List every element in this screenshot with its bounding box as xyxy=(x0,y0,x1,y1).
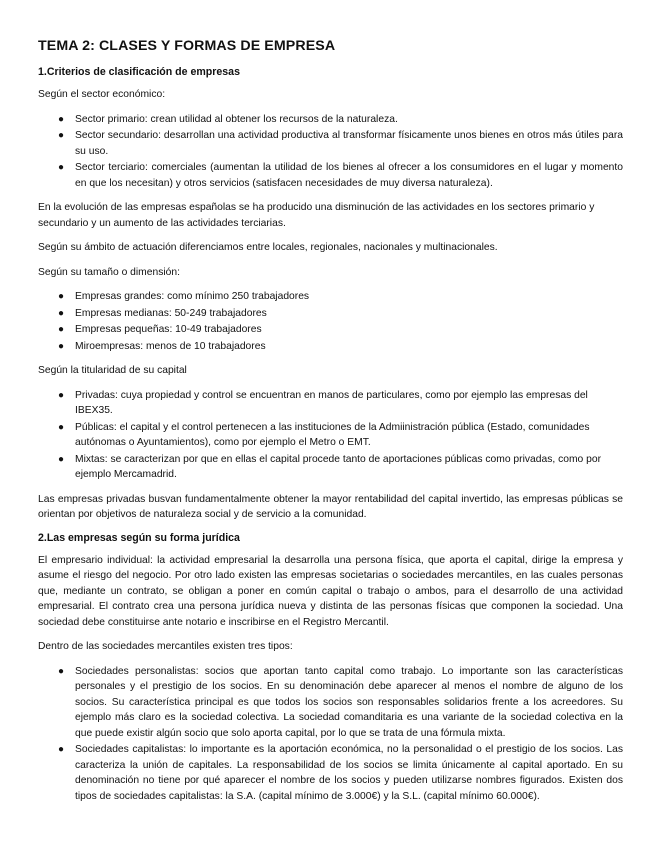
list-item: ● Sector primario: crean utilidad al obtener los recursos de la naturaleza. xyxy=(75,112,623,128)
bullet-icon: ● xyxy=(58,389,65,401)
list-item: ● Privadas: cuya propiedad y control se encuentran en manos de particulares, como por ejemplo las empresas del IBEX35. xyxy=(58,389,588,416)
list-item: ● Públicas: el capital y el control pertenecen a las instituciones de la Admiinistración pública (Estado, comunidades autónomas o Ayuntamientos), como por ejemplo el Metro o EMT. xyxy=(58,421,590,448)
company-types-list xyxy=(38,664,623,805)
list-item: ● Empresas medianas: 50-249 trabajadores xyxy=(75,306,623,322)
bullet-icon: ● xyxy=(58,340,65,352)
list-item: ● Sector secundario: desarrollan una actividad productiva al transformar físicamente unos bienes en otros más útiles para su uso. xyxy=(58,130,623,157)
list-item: ● Empresas grandes: como mínimo 250 trabajadores xyxy=(75,289,623,305)
scope-paragraph: Según su ámbito de actuación diferenciamos entre locales, regionales, nacionales y multinacionales. xyxy=(38,242,498,253)
bullet-icon: ● xyxy=(58,421,65,433)
ownership-intro: Según la titularidad de su capital xyxy=(38,365,187,376)
bullet-icon: ● xyxy=(58,665,65,677)
bullet-icon: ● xyxy=(58,291,65,302)
sector-list xyxy=(38,112,623,192)
types-intro: Dentro de las sociedades mercantiles existen tres tipos: xyxy=(38,641,293,652)
private-public-paragraph: Las empresas privadas busvan fundamentalmente obtener la mayor rentabilidad del capital invertido, las empresas públicas se orientan por objetivos de naturaleza social y de servicio a la comunidad. xyxy=(38,493,623,520)
size-intro: Según su tamaño o dimensión: xyxy=(38,266,180,278)
bullet-icon: ● xyxy=(58,162,65,173)
legal-form-intro: El empresario individual: la actividad empresarial la desarrolla una persona física, que aporta el capital, dirige la empresa y asume el riesgo del negocio. Por otro lado existen las empresas societarias o sociedades mercantiles, en las cuales personas que, mediante un contrato, se obligan a poner en común capital o trabajo o ambos, para el desarrollo de una actividad empresarial. El contrato crea una persona jurídica nueva y distinta de las personas físicas que componen la sociedad. Una sociedad debe constituirse ante notario e inscribirse en el Registro Mercantil. xyxy=(38,554,623,628)
bullet-icon: ● xyxy=(58,744,65,755)
bullet-icon: ● xyxy=(58,453,65,465)
bullet-icon: ● xyxy=(58,324,65,335)
list-item: ● Sector terciario: comerciales (aumentan la utilidad de los bienes al ofrecer a los consumidores en el lugar y momento en que los necesitan) y otros servicios (satisfacen necesidades de muy diversa naturaleza). xyxy=(58,162,623,189)
page-title: TEMA 2: CLASES Y FORMAS DE EMPRESA xyxy=(38,38,336,54)
bullet-icon: ● xyxy=(58,113,65,125)
sector-intro: Según el sector económico: xyxy=(38,89,166,100)
size-list xyxy=(38,289,623,354)
bullet-icon: ● xyxy=(58,130,65,141)
list-item: ● Sociedades capitalistas: lo importante es la aportación económica, no la personalidad o el prestigio de los socios. Las caracteriza la unión de capitales. La responsabilidad de los socios se limita únicamente al capital aportado. En su denominación no tiene por qué aparecer el nombre de los socios y pueden utilizarse nombres figurados. Existen dos tipos de sociedades capitalistas: la S.A. (capital mínimo de 3.000€) y la S.L. (capital mínimo 60.000€). xyxy=(58,744,623,802)
section-2-heading: 2.Las empresas según su forma jurídica xyxy=(38,531,240,544)
list-item: ● Mixtas: se caracterizan por que en ellas el capital procede tanto de aportaciones públicas como privadas, como por ejemplo Mercamadrid. xyxy=(58,453,602,480)
bullet-icon: ● xyxy=(58,307,65,319)
list-item: ● Empresas pequeñas: 10-49 trabajadores xyxy=(75,322,623,338)
evolution-paragraph: En la evolución de las empresas españolas se ha producido una disminución de las actividades en los sectores primario y secundario y un aumento de las actividades terciarias. xyxy=(38,202,595,229)
section-1-heading: 1.Criterios de clasificación de empresas xyxy=(38,66,240,78)
list-item: ● Sociedades personalistas: socios que aportan tanto capital como trabajo. Lo importante son las características personales y el prestigio de los socios. En su denominación debe aparecer al menos el nombre de alguno de los socios. Su característica principal es que todos los socios son responsables solidarios frente a los acreedores. Su ejemplo más claro es la sociedad colectiva. La sociedad comanditaria es una variante de la sociedad colectiva en la que puede existir algún socio que solo aporta capital, por lo que se trata de una fórmula mixta. xyxy=(58,665,623,739)
list-item: ● Miroempresas: menos de 10 trabajadores xyxy=(75,339,623,355)
ownership-list xyxy=(38,388,623,483)
